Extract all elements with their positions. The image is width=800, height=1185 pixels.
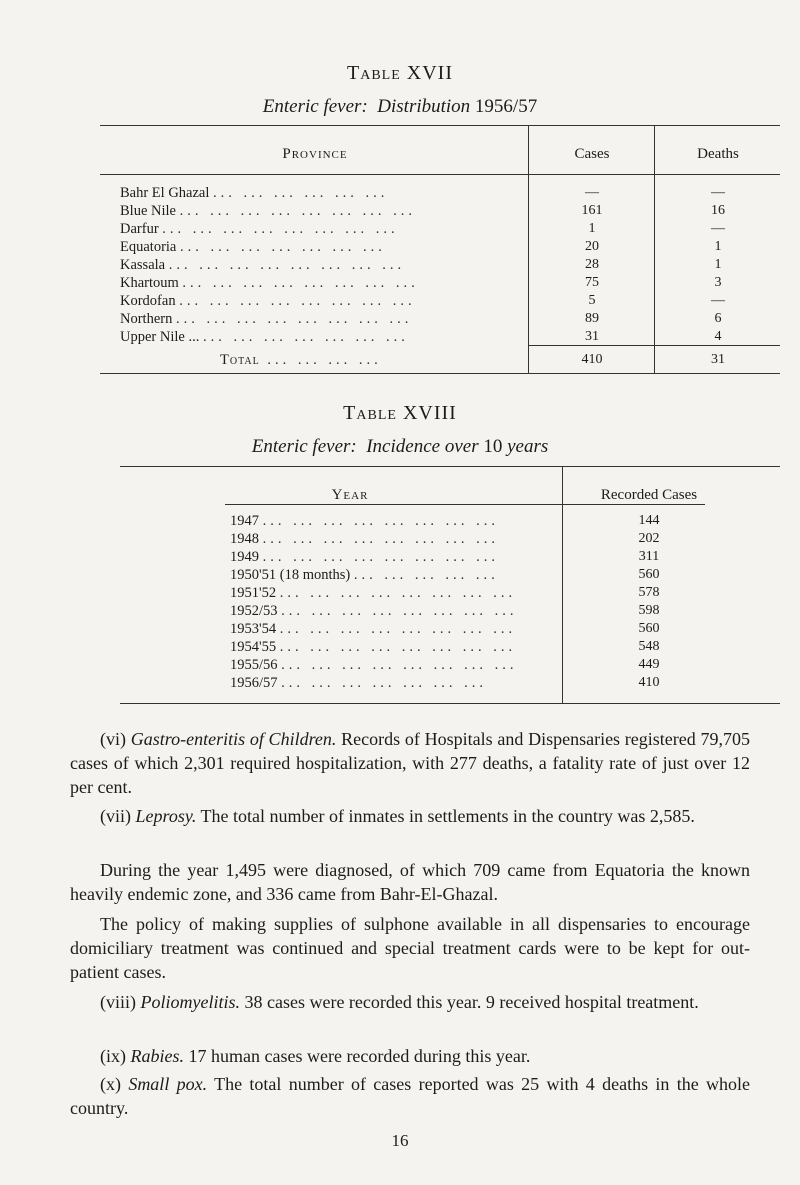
table17-deaths-0: — (711, 185, 725, 200)
table-row: 1947 ... ... ... ... ... ... ... ... (230, 513, 499, 529)
table17-title: Table XVII (347, 62, 453, 84)
table17-divider-2 (654, 125, 655, 373)
table17-total-label: Total (220, 352, 260, 368)
table-row: 1948 ... ... ... ... ... ... ... ... (230, 531, 499, 547)
table18-cases-5: 598 (638, 603, 660, 618)
table-row: Upper Nile ... ... ... ... ... ... ... ... (120, 329, 409, 345)
table18-header-rule (225, 504, 705, 505)
table-row: Khartoum ... ... ... ... ... ... ... ... (120, 275, 419, 291)
page-number: 16 (391, 1131, 409, 1150)
paragraph-gastro-enteritis: (vi) Gastro-enteritis of Children. Records of Hospitals and Dispensaries registered 79,705 cases of which 2,301 required hospitalization, with 277 deaths, a fatality rate of just over 12 per cent. (70, 729, 751, 797)
table17-deaths-7: 6 (714, 311, 722, 326)
table17-header-deaths: Deaths (697, 146, 739, 162)
table-row: Kassala ... ... ... ... ... ... ... ... (120, 257, 406, 273)
table17-cases-8: 31 (585, 329, 599, 344)
table17-subtitle-prefix: Enteric fever (262, 96, 362, 117)
paragraph-leprosy: (vii) Leprosy. The total number of inmates in settlements in the country was 2,585. (100, 806, 695, 826)
table17-header-cases: Cases (574, 146, 610, 162)
paragraph-rabies: (ix) Rabies. 17 human cases were recorded during this year. (100, 1046, 531, 1066)
paragraph-sulphone-policy: The policy of making supplies of sulphone available in all dispensaries to encourage domiciliary treatment was continued and special treatment cards were to be kept for out-patient cases. (70, 914, 750, 982)
table17-bottom-rule (100, 373, 780, 374)
table17-total-deaths: 31 (711, 352, 725, 367)
table17-deaths-3: 1 (714, 239, 722, 254)
table17-cases-0: — (585, 185, 599, 200)
table17-cases-6: 5 (588, 293, 596, 308)
table17-subtitle: Enteric fever: Distribution 1956/57 (262, 96, 538, 117)
table-row: Bahr El Ghazal ... ... ... ... ... ... (120, 185, 389, 201)
table17-deaths-8: 4 (714, 329, 722, 344)
table-row: 1956/57 ... ... ... ... ... ... ... (230, 675, 488, 691)
table18-cases-0: 144 (638, 513, 660, 528)
table18-divider (562, 466, 563, 703)
table18-bottom-rule (120, 703, 780, 704)
table18-header-cases: Recorded Cases (600, 487, 698, 503)
paragraph-poliomyelitis: (viii) Poliomyelitis. 38 cases were recorded this year. 9 received hospital treatment. (100, 992, 699, 1012)
table17-total-dots: ... ... ... ... (259, 352, 382, 368)
table18-cases-3: 560 (638, 567, 660, 582)
table17-divider-1 (528, 125, 529, 373)
table-row: Northern ... ... ... ... ... ... ... ... (120, 311, 413, 327)
table17-cases-2: 1 (588, 221, 596, 236)
table17-deaths-6: — (711, 293, 725, 308)
paragraph-leprosy-diagnosed: During the year 1,495 were diagnosed, of which 709 came from Equatoria the known heavily endemic zone, and 336 came from Bahr-El-Ghazal. (70, 860, 750, 904)
table17-total-row (220, 352, 382, 370)
table18-subtitle: Enteric fever: Incidence over 10 years (251, 436, 549, 457)
table17-cases-5: 75 (585, 275, 599, 290)
table-row: 1950'51 (18 months) ... ... ... ... ... (230, 567, 499, 583)
table-row: 1953'54 ... ... ... ... ... ... ... ... (230, 621, 517, 637)
table18-subtitle-num: 10 (483, 436, 503, 457)
table18-cases-9: 410 (638, 675, 660, 690)
table17-header-province: Province (282, 146, 348, 162)
table-row: Equatoria ... ... ... ... ... ... ... (120, 239, 386, 255)
table-row: 1954'55 ... ... ... ... ... ... ... ... (230, 639, 517, 655)
table18-cases-7: 548 (638, 639, 660, 654)
table17-header-rule (100, 174, 780, 175)
table18-title: Table XVIII (343, 402, 457, 424)
table18-cases-1: 202 (638, 531, 660, 546)
table-row: 1949 ... ... ... ... ... ... ... ... (230, 549, 499, 565)
table17-deaths-5: 3 (714, 275, 722, 290)
table17-cases-4: 28 (585, 257, 599, 272)
table18-top-rule (120, 466, 780, 467)
table17-total-rule (528, 345, 780, 346)
table17-deaths-2: — (711, 221, 725, 236)
table17-cases-1: 161 (581, 203, 603, 218)
table17-deaths-4: 1 (714, 257, 722, 272)
table-row: 1952/53 ... ... ... ... ... ... ... ... (230, 603, 518, 619)
paragraph-small-pox: (x) Small pox. The total number of cases reported was 25 with 4 deaths in the whole country. (70, 1074, 750, 1118)
table17-cases-7: 89 (585, 311, 599, 326)
table17-total-cases: 410 (581, 352, 603, 367)
table17-subtitle-year: 1956/57 (474, 96, 538, 117)
table17-subtitle-rest: Distribution (377, 96, 471, 117)
table18-cases-6: 560 (638, 621, 660, 636)
table18-subtitle-prefix: Enteric fever (251, 436, 351, 457)
table18-cases-2: 311 (638, 549, 660, 564)
table-row: Darfur ... ... ... ... ... ... ... ... (120, 221, 399, 237)
table18-cases-4: 578 (638, 585, 660, 600)
table18-cases-8: 449 (638, 657, 660, 672)
table17-top-rule (100, 125, 780, 126)
table18-header-year: Year (331, 487, 369, 503)
table-row: Kordofan ... ... ... ... ... ... ... ... (120, 293, 416, 309)
table18-subtitle-rest: Incidence over (366, 436, 479, 457)
table18-subtitle-end: years (507, 436, 549, 457)
table17-cases-3: 20 (585, 239, 599, 254)
table-row: 1955/56 ... ... ... ... ... ... ... ... (230, 657, 518, 673)
table17-deaths-1: 16 (711, 203, 725, 218)
table-row: 1951'52 ... ... ... ... ... ... ... ... (230, 585, 517, 601)
table-row: Blue Nile ... ... ... ... ... ... ... ... (120, 203, 416, 219)
